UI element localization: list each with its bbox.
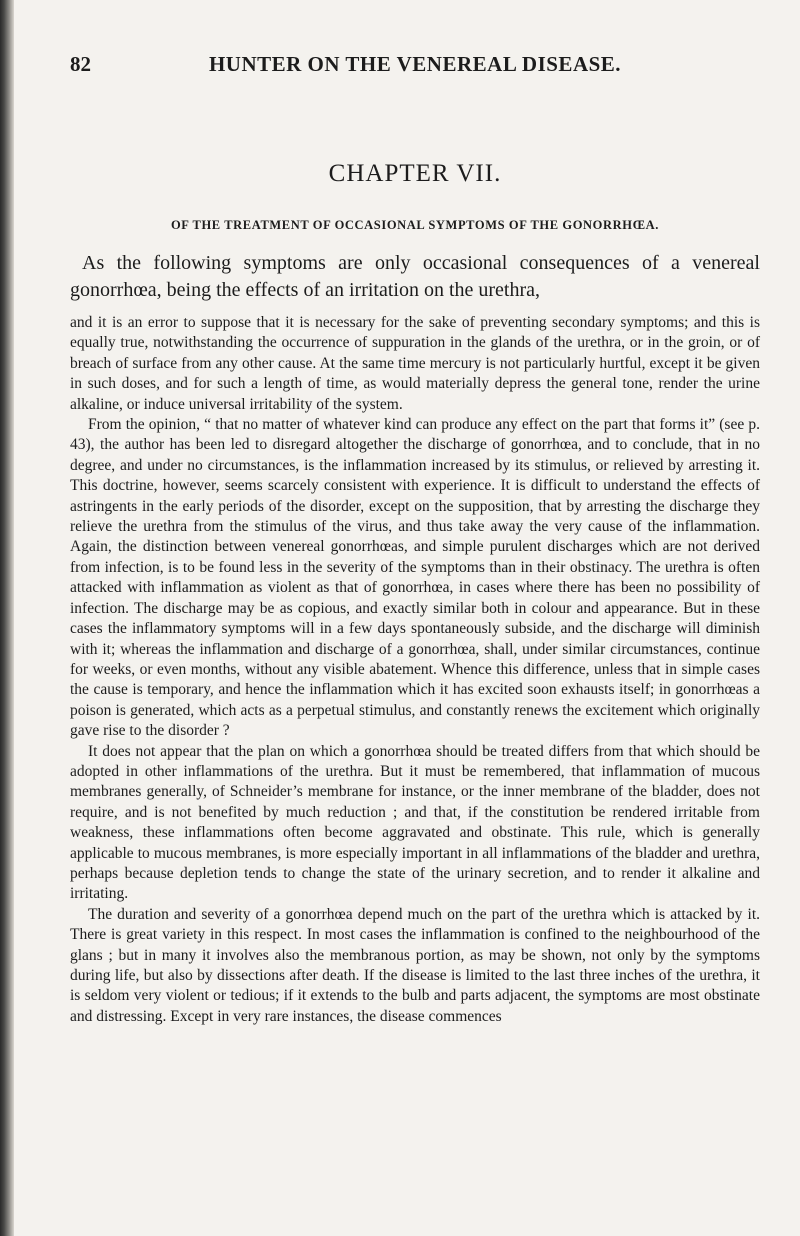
page-number: 82 <box>70 52 91 76</box>
book-page <box>70 0 760 1236</box>
running-header <box>70 52 760 78</box>
body-paragraph: The duration and severity of a gonorrhœa depend much on the part of the urethra which is attacked by it. There is great variety in this respect. In most cases the inflammation is confined to the neighbourhood of the glans ; but in many it involves also the membranous portion, as may be shown, not only by the symptoms during life, but also by dissections after death. If the disease is limited to the last three inches of the urethra, it is seldom very violent or tedious; if it extends to the bulb and parts adjacent, the symptoms are most obstinate and distressing. Except in very rare instances, the disease commences <box>70 905 760 1025</box>
body-text <box>70 313 760 1027</box>
page-binding-edge <box>0 0 14 1236</box>
body-paragraph: From the opinion, “ that no matter of whatever kind can produce any effect on the part that forms it” (see p. 43), the author has been led to disregard altogether the discharge of gonorrhœa, and to conclude, that in no degree, and under no circumstances, is the inflammation increased by its stimulus, or relieved by arresting it. This doctrine, however, seems scarcely consistent with experience. It is difficult to understand the effects of astringents in the early periods of the disorder, except on the supposition, that by arresting the discharge they relieve the urethra from the stimulus of the virus, and thus take away the very cause of the inflammation. Again, the distinction between venereal gonorrhœas, and simple purulent discharges which are not derived from infection, is to be found less in the severity of the symptoms than in their obstinacy. The urethra is often attacked with inflammation as violent as that of gonorrhœa, in cases where there has been no possibility of infection. The discharge may be as copious, and exactly similar both in colour and appearance. But in these cases the inflammatory symptoms will in a few days spontaneously subside, and the discharge will diminish with it; whereas the inflammation and discharge of a gonorrhœa, shall, under similar circumstances, continue for weeks, or even months, without any visible abatement. Whence this difference, unless that in simple cases the cause is temporary, and hence the inflammation which it has excited soon exhausts itself; in gonorrhœas a poison is generated, which acts as a perpetual stimulus, and constantly renews the excitement which originally gave rise to the disorder ? <box>70 416 760 740</box>
lead-paragraph: As the following symptoms are only occasional consequences of a venereal gonorrhœa, being the effects of an irritation on the urethra, <box>70 252 760 301</box>
chapter-title: CHAPTER VII. <box>328 160 502 187</box>
body-paragraph: It does not appear that the plan on which a gonorrhœa should be treated differs from that which should be adopted in other inflammations of the urethra. But it must be remembered, that inflammation of mucous membranes generally, of Schneider’s membrane for instance, or the inner membrane of the bladder, does not require, and is not benefited by much reduction ; and that, if the constitution be rendered irritable from weakness, these inflammations often become aggravated and obstinate. This rule, which is generally applicable to mucous membranes, is more especially important in all inflammations of the bladder and urethra, perhaps because depletion tends to change the state of the urinary secretion, and to render it alkaline and irritating. <box>70 742 760 903</box>
chapter-subtitle: OF THE TREATMENT OF OCCASIONAL SYMPTOMS OF THE GONORRHŒA. <box>170 218 660 232</box>
body-paragraph: and it is an error to suppose that it is necessary for the sake of preventing secondary symptoms; and this is equally true, notwithstanding the occurrence of suppuration in the glands of the urethra, or in the groin, or of breach of surface from any other cause. At the same time mercury is not particularly hurtful, except it be given in such doses, and for such a length of time, as would materially depress the general tone, render the urine alkaline, or induce universal irritability of the system. <box>70 314 760 413</box>
running-title: HUNTER ON THE VENEREAL DISEASE. <box>208 52 622 76</box>
